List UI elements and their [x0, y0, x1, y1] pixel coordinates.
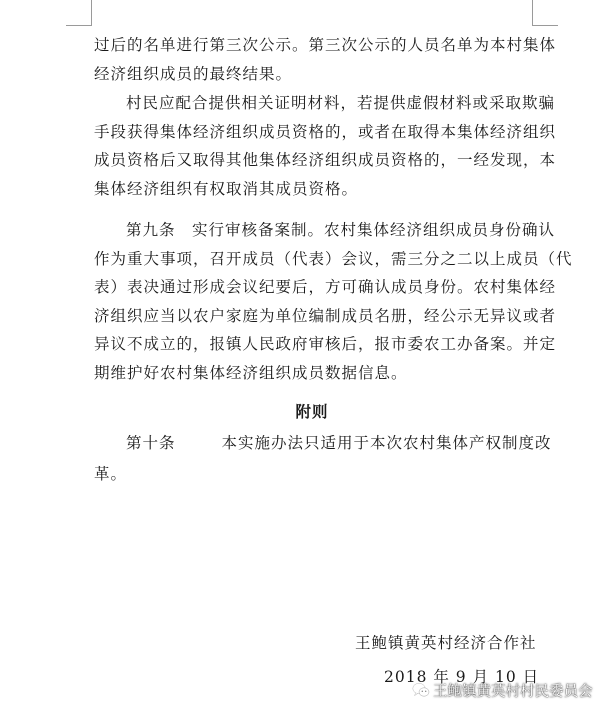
section-heading-supplementary: 附则: [295, 402, 329, 421]
text-line: 异议不成立的，报镇人民政府审核后，报市委农工办备案。并定: [94, 335, 557, 354]
paragraph-publicity-result: [94, 31, 557, 88]
crop-mark-top-right: [532, 0, 533, 26]
text-line: 过后的名单进行第三次公示。第三次公示的人员名单为本村集体: [94, 36, 557, 54]
text-line: 本实施办法只适用于本次农村集体产权制度改: [221, 434, 552, 452]
crop-mark-top-left: [91, 0, 92, 26]
paragraph-article-ten: [94, 428, 552, 490]
text-line: 作为重大事项，召开成员（代表）会议，需三分之二以上成员（代: [94, 249, 573, 268]
text-line: 表）表决通过形成会议纪要后，方可确认成员身份。农村集体经: [94, 278, 557, 297]
wechat-icon: [412, 682, 430, 698]
article-label: 第十条: [126, 434, 176, 452]
text-line: 成员资格后又取得其他集体经济组织成员资格的，一经发现，本: [94, 151, 557, 170]
text-line: 集体经济组织有权取消其成员资格。: [94, 179, 359, 198]
crop-mark-top-right-horizontal: [532, 25, 558, 26]
watermark-text: 王鲍镇黄英村村民委员会: [433, 683, 593, 700]
text-line: 村民应配合提供相关证明材料，若提供虚假材料或采取欺骗: [126, 94, 556, 112]
text-line: 济组织应当以农户家庭为单位编制成员名册，经公示无异议或者: [94, 306, 557, 325]
text-line: 革。: [94, 465, 128, 483]
text-line: 第九条 实行审核备案制。农村集体经济组织成员身份确认: [126, 221, 556, 239]
paragraph-article-nine: [94, 216, 573, 388]
text-line: 经济组织成员的最终结果。: [94, 64, 293, 83]
watermark: [412, 679, 593, 701]
paragraph-evidence-requirement: [94, 89, 557, 203]
text-line: 期维护好农村集体经济组织成员数据信息。: [94, 363, 408, 382]
signature-organization: 王鲍镇黄英村经济合作社: [355, 634, 537, 652]
crop-mark-top-left-horizontal: [66, 25, 92, 26]
signature-date: 2018 年 9 月 10 日: [384, 668, 540, 686]
text-line: 手段获得集体经济组织成员资格的，或者在取得本集体经济组织: [94, 122, 557, 141]
